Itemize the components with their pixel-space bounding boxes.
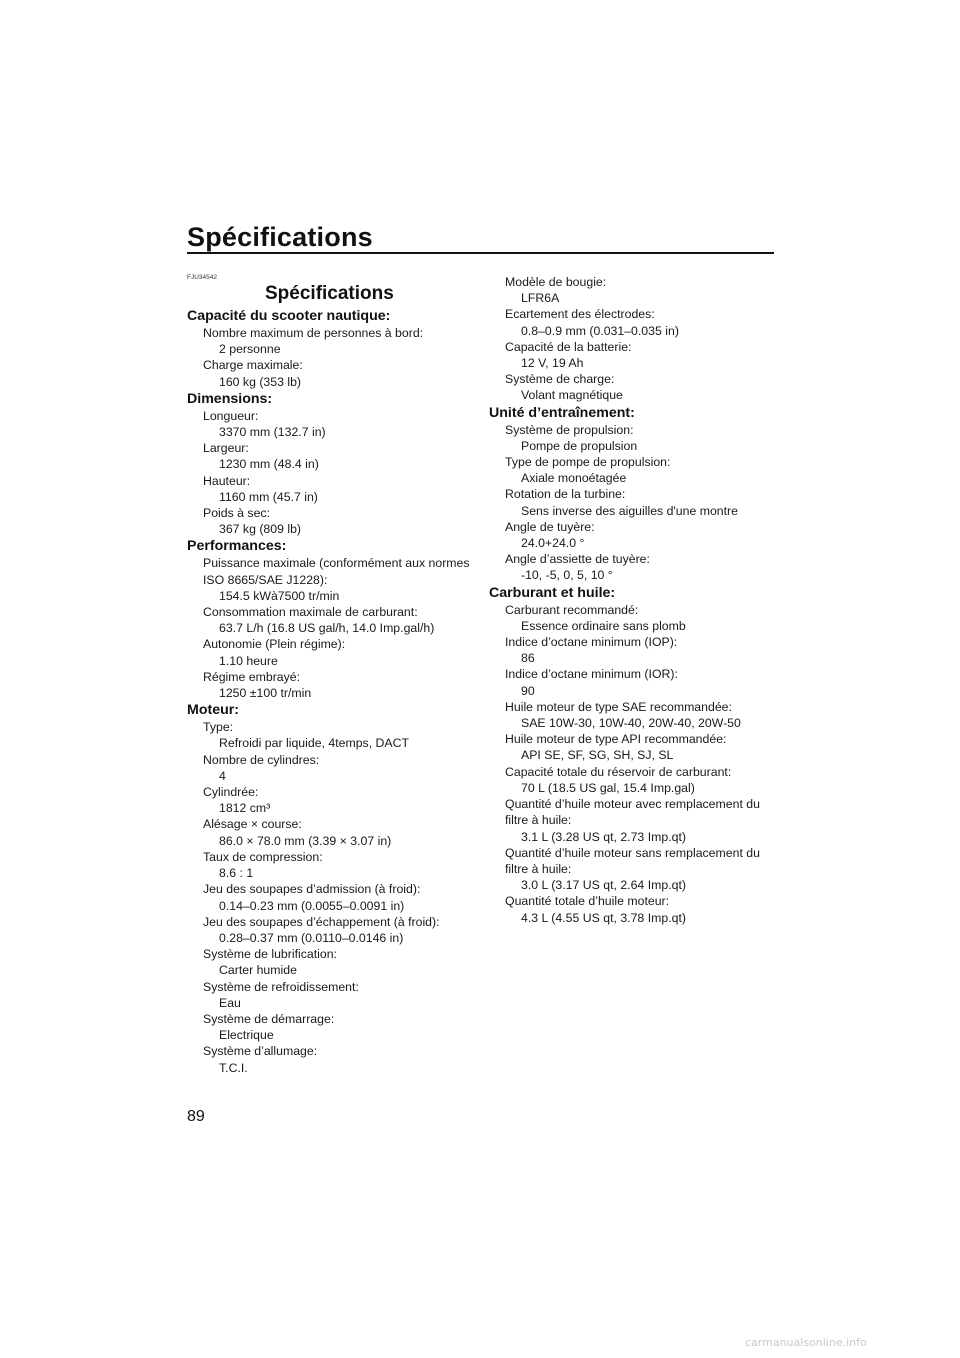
spec-value: SAE 10W-30, 10W-40, 20W-40, 20W-50 (521, 716, 741, 731)
spec-label: Nombre de cylindres: (203, 752, 320, 767)
spec-value: 2 personne (219, 342, 281, 357)
spec-label: Type de pompe de propulsion: (505, 455, 671, 470)
spec-value: 24.0+24.0 ° (521, 536, 585, 551)
spec-value: 63.7 L/h (16.8 US gal/h, 14.0 Imp.gal/h) (219, 621, 435, 636)
spec-value: Refroidi par liquide, 4temps, DACT (219, 736, 409, 751)
spec-value: Carter humide (219, 963, 297, 978)
spec-label: Autonomie (Plein régime): (203, 637, 346, 652)
spec-value: 367 kg (809 lb) (219, 522, 302, 537)
spec-label: Rotation de la turbine: (505, 487, 626, 502)
spec-value: 160 kg (353 lb) (219, 374, 302, 389)
document-code: FJU34542 (187, 274, 217, 281)
spec-value: LFR6A (521, 291, 560, 306)
spec-label: Largeur: (203, 441, 249, 456)
section-main-title: Spécifications (265, 283, 394, 304)
spec-label: Système de lubrification: (203, 947, 337, 962)
spec-label: Quantité totale d’huile moteur: (505, 894, 670, 909)
spec-value: 0.8–0.9 mm (0.031–0.035 in) (521, 323, 679, 338)
spec-label: Système de charge: (505, 372, 615, 387)
spec-label: Cylindrée: (203, 785, 259, 800)
spec-label: Modèle de bougie: (505, 275, 607, 289)
spec-value: 4.3 L (4.55 US qt, 3.78 Imp.qt) (521, 910, 686, 925)
page-number: 89 (187, 1108, 205, 1125)
spec-value: 1160 mm (45.7 in) (219, 489, 318, 504)
spec-label: Carburant recommandé: (505, 602, 639, 617)
spec-value: 154.5 kWà7500 tr/min (219, 588, 340, 603)
spec-label: Consommation maximale de carburant: (203, 605, 418, 620)
spec-label: Capacité totale du réservoir de carburant: (505, 764, 732, 779)
spec-value: 3370 mm (132.7 in) (219, 425, 326, 440)
spec-value: 4 (219, 768, 226, 783)
left-column (187, 274, 477, 1076)
spec-section (187, 701, 477, 1075)
spec-label: Poids à sec: (203, 506, 270, 521)
spec-value: 1250 ±100 tr/min (219, 686, 312, 701)
right-column (489, 274, 779, 926)
header-rule (187, 252, 774, 254)
spec-value: -10, -5, 0, 5, 10 ° (521, 568, 613, 583)
spec-label: Taux de compression: (203, 849, 323, 864)
spec-section (187, 307, 477, 390)
right-intro-items (489, 274, 779, 404)
spec-label: Capacité de la batterie: (505, 339, 632, 354)
spec-value: 8.6 : 1 (219, 866, 254, 881)
spec-value: 86.0 × 78.0 mm (3.39 × 3.07 in) (219, 833, 392, 848)
spec-label: Huile moteur de type API recommandée: (505, 732, 727, 747)
spec-value: Axiale monoétagée (521, 471, 627, 486)
spec-label: Système d’allumage: (203, 1044, 318, 1059)
spec-label: Charge maximale: (203, 358, 303, 373)
spec-value: 0.28–0.37 mm (0.0110–0.0146 in) (219, 930, 404, 945)
spec-label: Quantité d’huile moteur avec remplacement du filtre à huile: (505, 797, 760, 828)
section-title: Carburant et huile: (489, 584, 616, 601)
spec-value: 70 L (18.5 US gal, 15.4 Imp.gal) (521, 780, 695, 795)
section-title: Unité d’entraînement: (489, 404, 635, 421)
spec-label: Angle de tuyère: (505, 519, 595, 534)
section-title: Performances: (187, 538, 287, 555)
spec-value: Volant magnétique (521, 388, 623, 403)
spec-value: Pompe de propulsion (521, 438, 638, 453)
spec-value: 1230 mm (48.4 in) (219, 457, 319, 472)
spec-label: Puissance maximale (conformément aux normes ISO 8665/SAE J1228): (203, 556, 470, 587)
spec-value: Essence ordinaire sans plomb (521, 618, 686, 633)
spec-label: Système de refroidissement: (203, 979, 359, 994)
spec-value: Eau (219, 995, 241, 1010)
spec-value: Electrique (219, 1028, 274, 1043)
spec-label: Type: (203, 720, 234, 735)
spec-value: 0.14–0.23 mm (0.0055–0.0091 in) (219, 898, 405, 913)
spec-label: Indice d’octane minimum (IOP): (505, 635, 678, 650)
spec-label: Angle d’assiette de tuyère: (505, 552, 650, 567)
spec-value: 90 (521, 683, 535, 698)
spec-value: 86 (521, 651, 535, 666)
spec-section (187, 390, 477, 538)
spec-label: Jeu des soupapes d’échappement (à froid): (203, 914, 440, 929)
section-title: Dimensions: (187, 390, 273, 407)
watermark-text: carmanualsonline.info (745, 1336, 867, 1349)
section-title: Moteur: (187, 702, 240, 719)
spec-label: Système de démarrage: (203, 1011, 335, 1026)
spec-label: Système de propulsion: (505, 422, 634, 437)
spec-value: 12 V, 19 Ah (521, 356, 584, 371)
spec-section (489, 584, 779, 926)
spec-label: Régime embrayé: (203, 669, 301, 684)
spec-label: Jeu des soupapes d’admission (à froid): (203, 882, 421, 897)
spec-value: API SE, SF, SG, SH, SJ, SL (521, 748, 674, 763)
spec-label: Hauteur: (203, 473, 251, 488)
right-sections (489, 404, 779, 926)
spec-label: Indice d’octane minimum (IOR): (505, 667, 678, 682)
spec-value: Sens inverse des aiguilles d'une montre (521, 503, 738, 518)
spec-label: Alésage × course: (203, 817, 302, 832)
spec-section (489, 404, 779, 584)
spec-value: T.C.I. (219, 1060, 248, 1075)
section-title: Capacité du scooter nautique: (187, 308, 391, 324)
spec-section (187, 537, 477, 701)
spec-label: Ecartement des électrodes: (505, 307, 655, 322)
spec-label: Longueur: (203, 408, 259, 423)
spec-label: Nombre maximum de personnes à bord: (203, 326, 424, 340)
page-header-title: Spécifications (187, 222, 373, 252)
spec-label: Huile moteur de type SAE recommandée: (505, 699, 732, 714)
spec-value: 1.10 heure (219, 653, 278, 668)
spec-value: 3.1 L (3.28 US qt, 2.73 Imp.qt) (521, 829, 686, 844)
left-sections (187, 307, 477, 1076)
spec-value: 3.0 L (3.17 US qt, 2.64 Imp.qt) (521, 878, 686, 893)
spec-value: 1812 cm³ (219, 801, 271, 816)
spec-label: Quantité d’huile moteur sans remplacement du filtre à huile: (505, 845, 760, 876)
